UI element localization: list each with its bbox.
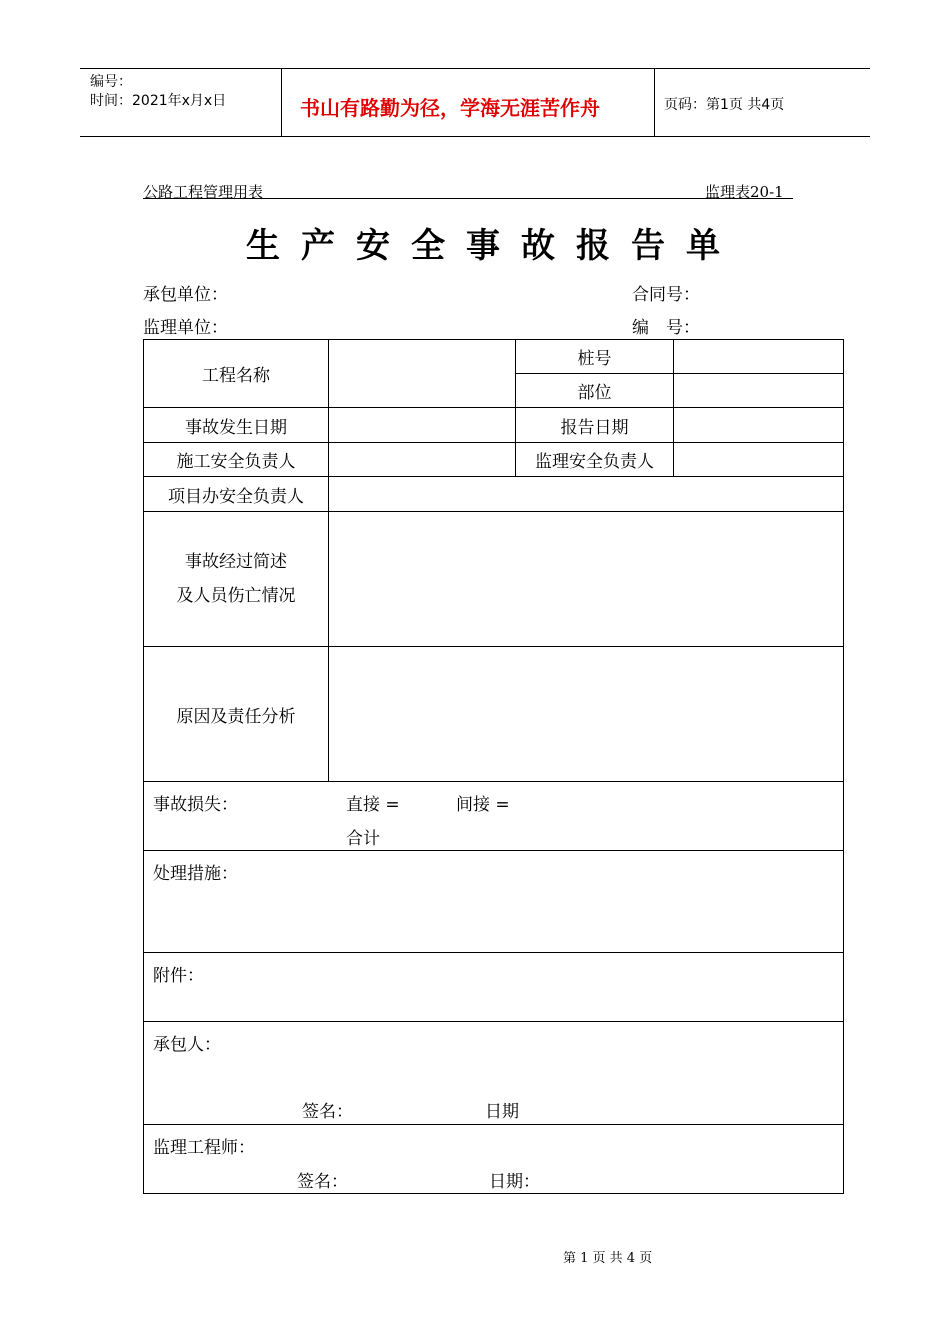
supervisor-label: 监理单位： (143, 318, 228, 338)
accident-loss-cell[interactable] (144, 782, 844, 851)
accident-description-label (144, 512, 329, 647)
header-top-rule (80, 68, 870, 69)
project-name-label: 工程名称 (144, 340, 329, 408)
accident-report-table (143, 339, 844, 1194)
accident-description-line2: 及人员伤亡情况 (176, 586, 296, 606)
header-bottom-rule (80, 136, 870, 137)
stake-no-label: 桩号 (516, 340, 674, 374)
loss-label: 事故损失： (153, 795, 238, 815)
page-info: 页码：第1页 共4页 (664, 97, 785, 113)
contract-no-label: 合同号： (632, 285, 700, 305)
attachments-label: 附件： (153, 966, 204, 986)
header-divider-right (654, 68, 655, 136)
indirect-loss-label: 间接 = (456, 795, 510, 815)
serial-label: 编号： (90, 74, 132, 90)
contractor-sign-label: 签名： (302, 1102, 353, 1122)
contractor-date-label: 日期 (485, 1102, 519, 1122)
contractor-person-label: 承包人： (153, 1035, 221, 1055)
contractor-label: 承包单位： (143, 285, 228, 305)
form-category: 公路工程管理用表 (143, 183, 264, 201)
accident-date-label: 事故发生日期 (144, 408, 329, 443)
report-date-label: 报告日期 (516, 408, 674, 443)
attachments-cell[interactable] (144, 953, 844, 1022)
form-code: 监理表20-1 (705, 183, 784, 201)
construction-safety-lead-label: 施工安全负责人 (144, 443, 329, 477)
total-loss-label: 合计 (346, 829, 380, 849)
stake-no-value[interactable] (674, 340, 844, 374)
construction-safety-lead-value[interactable] (329, 443, 516, 477)
report-date-value[interactable] (674, 408, 844, 443)
engineer-date-label: 日期： (489, 1172, 540, 1192)
position-label: 部位 (516, 374, 674, 408)
position-value[interactable] (674, 374, 844, 408)
accident-date-value[interactable] (329, 408, 516, 443)
page-title: 生产安全事故报告单 (246, 226, 741, 266)
measures-cell[interactable] (144, 851, 844, 953)
footer-page-number: 第 1 页 共 4 页 (563, 1251, 653, 1266)
cause-analysis-label: 原因及责任分析 (144, 647, 329, 782)
supervising-engineer-label: 监理工程师： (153, 1138, 255, 1158)
subheader-rule (143, 198, 793, 199)
engineer-signature-cell[interactable] (144, 1125, 844, 1194)
project-office-safety-lead-label: 项目办安全负责人 (144, 477, 329, 512)
engineer-sign-label: 签名： (297, 1172, 348, 1192)
time-label: 时间：2021年x月x日 (90, 93, 227, 109)
measures-label: 处理措施： (153, 864, 238, 884)
project-office-safety-lead-value[interactable] (329, 477, 844, 512)
header-divider-left (281, 68, 282, 136)
number-label: 编 号： (632, 318, 700, 338)
direct-loss-label: 直接 = (346, 795, 400, 815)
accident-description-line1: 事故经过简述 (185, 552, 287, 572)
supervision-safety-lead-label: 监理安全负责人 (516, 443, 674, 477)
supervision-safety-lead-value[interactable] (674, 443, 844, 477)
motto-text: 书山有路勤为径，学海无涯苦作舟 (300, 96, 600, 120)
project-name-value[interactable] (329, 340, 516, 408)
cause-analysis-value[interactable] (329, 647, 844, 782)
accident-description-value[interactable] (329, 512, 844, 647)
contractor-signature-cell[interactable] (144, 1022, 844, 1125)
